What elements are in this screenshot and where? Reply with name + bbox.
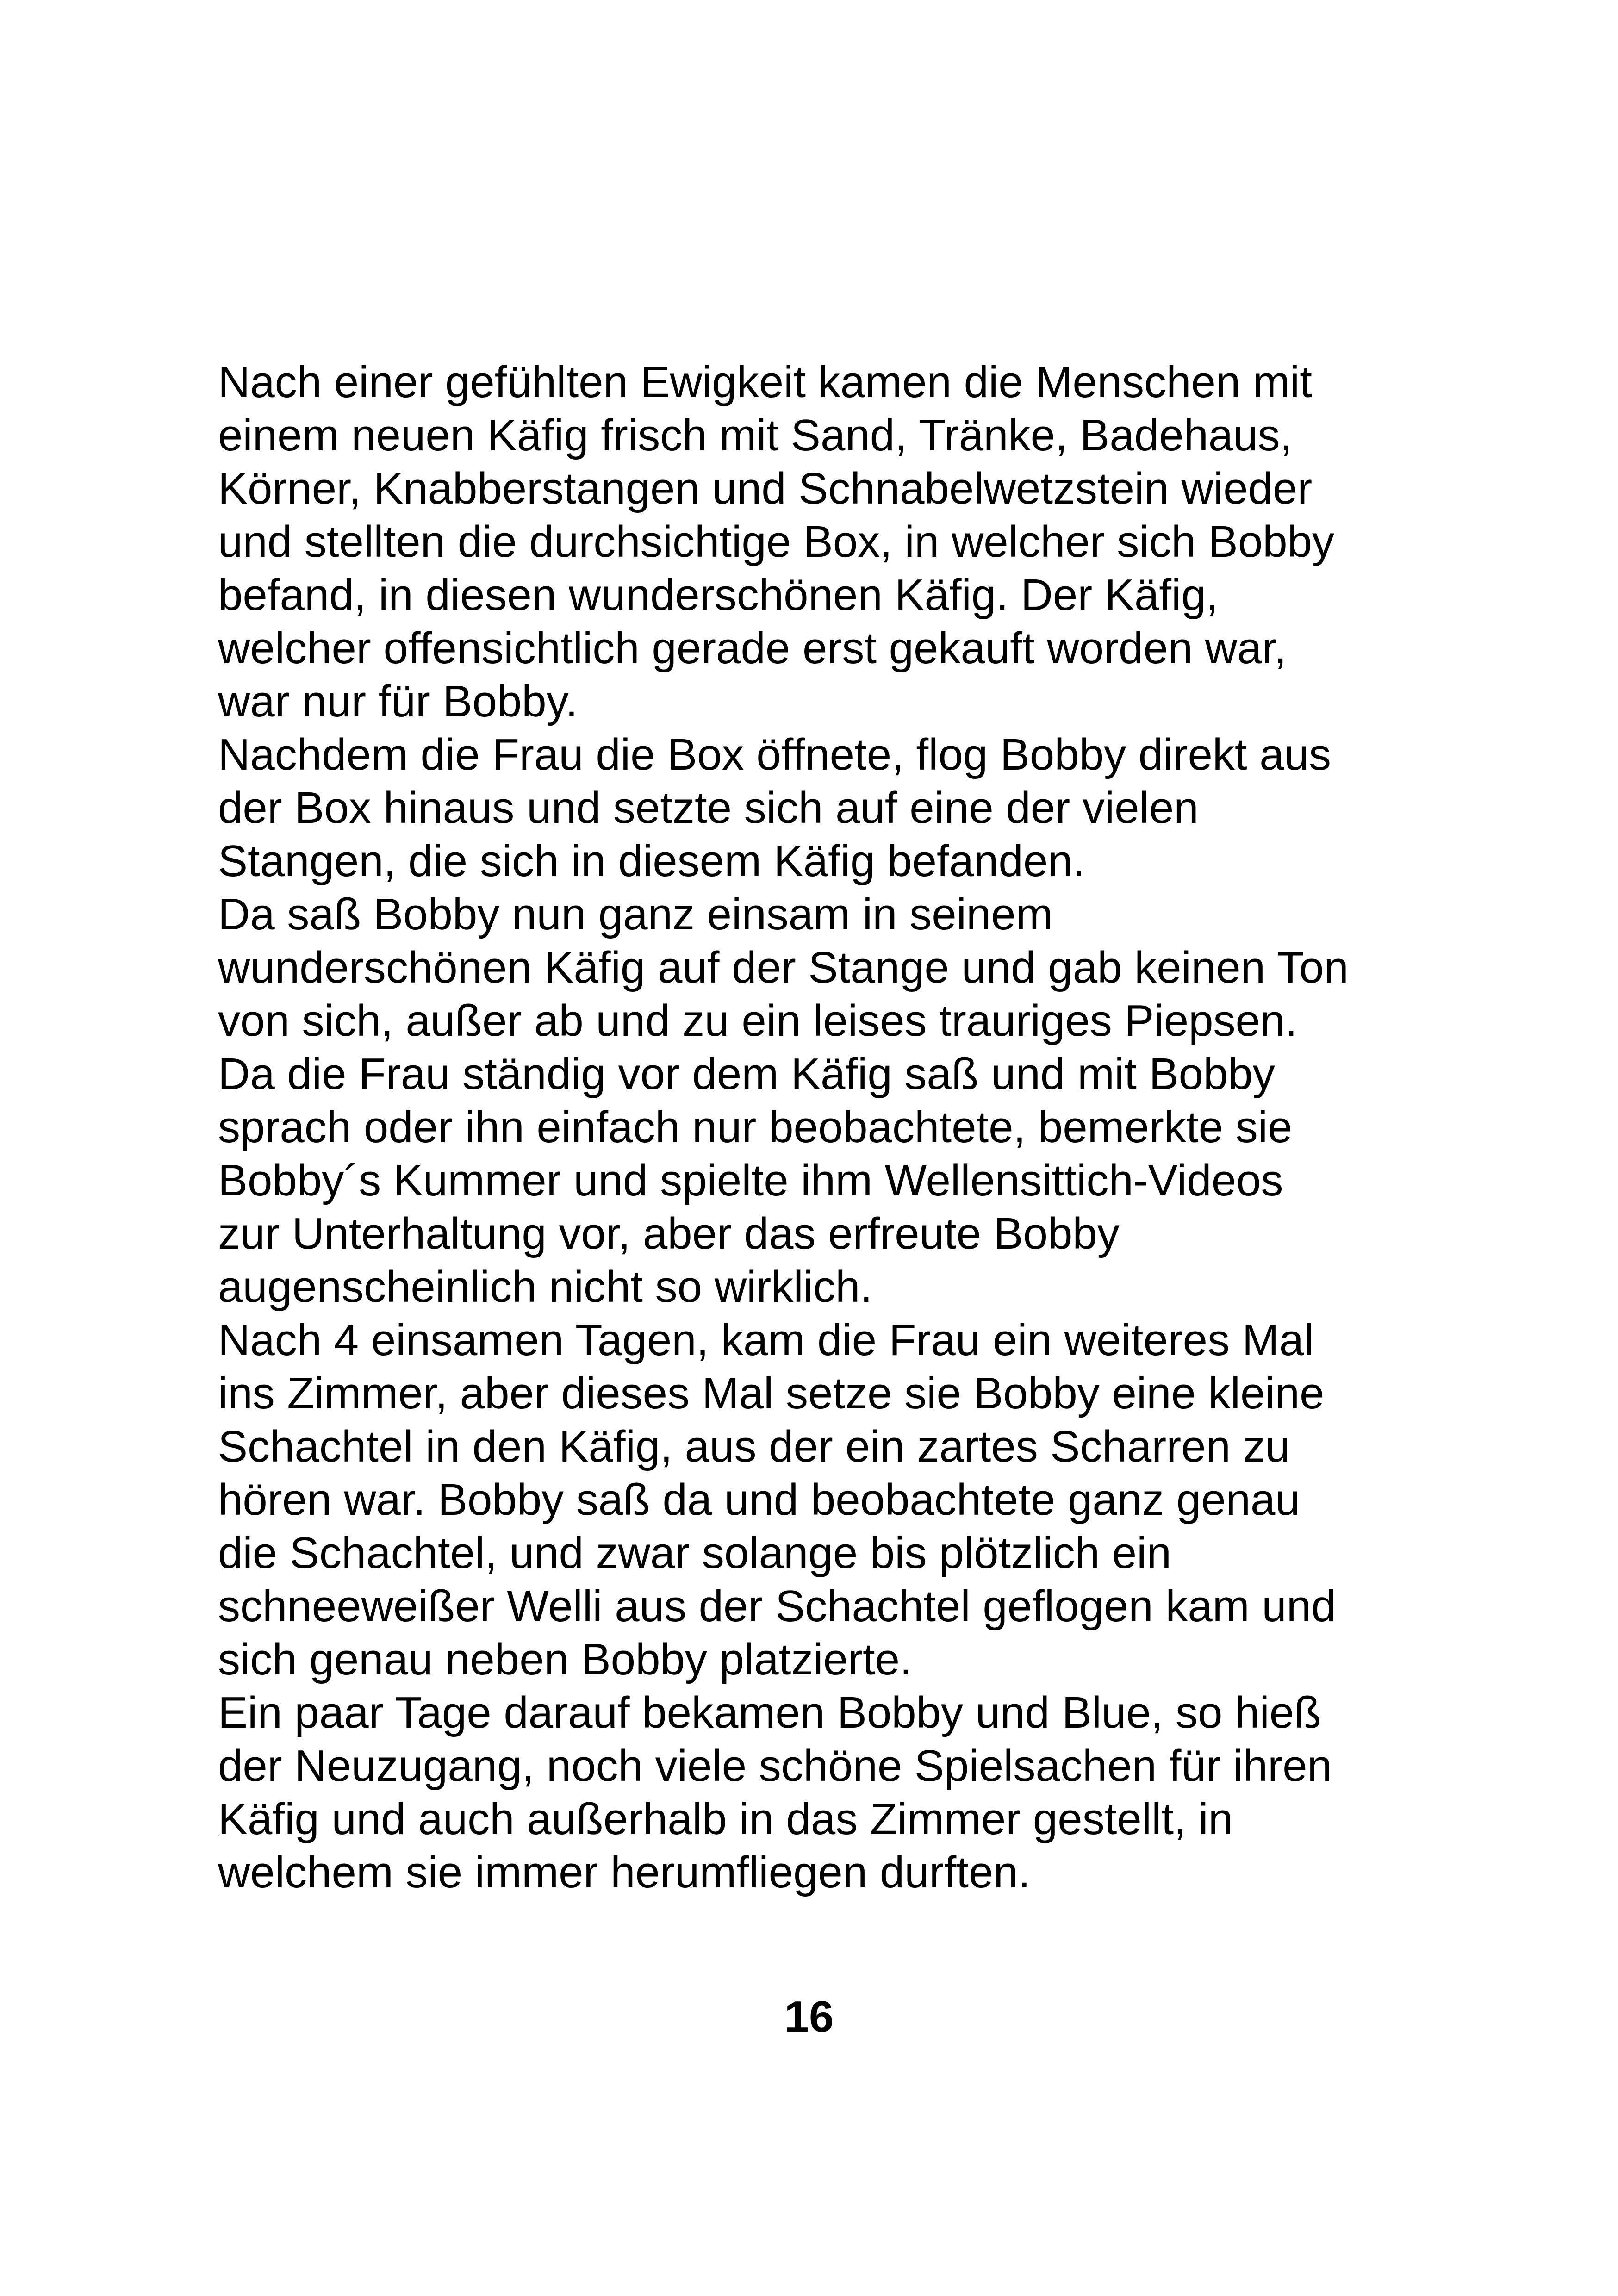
text-line: Stangen, die sich in diesem Käfig befanden. — [218, 836, 1085, 886]
page-number: 16 — [784, 1992, 834, 2041]
text-line: die Schachtel, und zwar solange bis plötzlich ein — [218, 1528, 1171, 1578]
text-line: befand, in diesen wunderschönen Käfig. Der Käfig, — [218, 570, 1219, 620]
text-line: zur Unterhaltung vor, aber das erfreute Bobby — [218, 1209, 1120, 1258]
text-line: Da die Frau ständig vor dem Käfig saß und mit Bobby — [218, 1049, 1275, 1099]
text-line: Nach einer gefühlten Ewigkeit kamen die Menschen mit — [218, 357, 1312, 407]
text-line: Käfig und auch außerhalb in das Zimmer gestellt, in — [218, 1794, 1233, 1844]
text-line: ins Zimmer, aber dieses Mal setze sie Bobby eine kleine — [218, 1369, 1325, 1418]
text-line: der Neuzugang, noch viele schöne Spielsachen für ihren — [218, 1741, 1332, 1791]
text-line: welcher offensichtlich gerade erst gekauft worden war, — [218, 623, 1287, 673]
text-line: Körner, Knabberstangen und Schnabelwetzstein wieder — [218, 464, 1313, 513]
text-line: welchem sie immer herumfliegen durften. — [218, 1848, 1031, 1897]
text-line: Schachtel in den Käfig, aus der ein zartes Scharren zu — [218, 1422, 1290, 1471]
text-line: schneeweißer Welli aus der Schachtel geflogen kam und — [218, 1581, 1336, 1631]
text-line: der Box hinaus und setzte sich auf eine der vielen — [218, 783, 1199, 833]
text-line: sich genau neben Bobby platzierte. — [218, 1635, 912, 1684]
text-line: war nur für Bobby. — [218, 677, 578, 726]
story-text — [218, 355, 1431, 1899]
text-line: sprach oder ihn einfach nur beobachtete, bemerkte sie — [218, 1102, 1293, 1152]
text-line: Ein paar Tage darauf bekamen Bobby und Blue, so hieß — [218, 1688, 1321, 1737]
text-line: von sich, außer ab und zu ein leises trauriges Piepsen. — [218, 996, 1297, 1045]
text-line: hören war. Bobby saß da und beobachtete ganz genau — [218, 1475, 1300, 1524]
text-line: Da saß Bobby nun ganz einsam in seinem — [218, 890, 1053, 939]
text-line: wunderschönen Käfig auf der Stange und gab keinen Ton — [218, 943, 1349, 992]
text-line: Bobby´s Kummer und spielte ihm Wellensittich-Videos — [218, 1156, 1283, 1205]
text-line: Nachdem die Frau die Box öffnete, flog Bobby direkt aus — [218, 730, 1331, 779]
text-line: Nach 4 einsamen Tagen, kam die Frau ein weiteres Mal — [218, 1315, 1314, 1365]
text-line: augenscheinlich nicht so wirklich. — [218, 1262, 873, 1312]
text-line: und stellten die durchsichtige Box, in welcher sich Bobby — [218, 517, 1334, 566]
text-line: einem neuen Käfig frisch mit Sand, Tränke, Badehaus, — [218, 411, 1293, 460]
